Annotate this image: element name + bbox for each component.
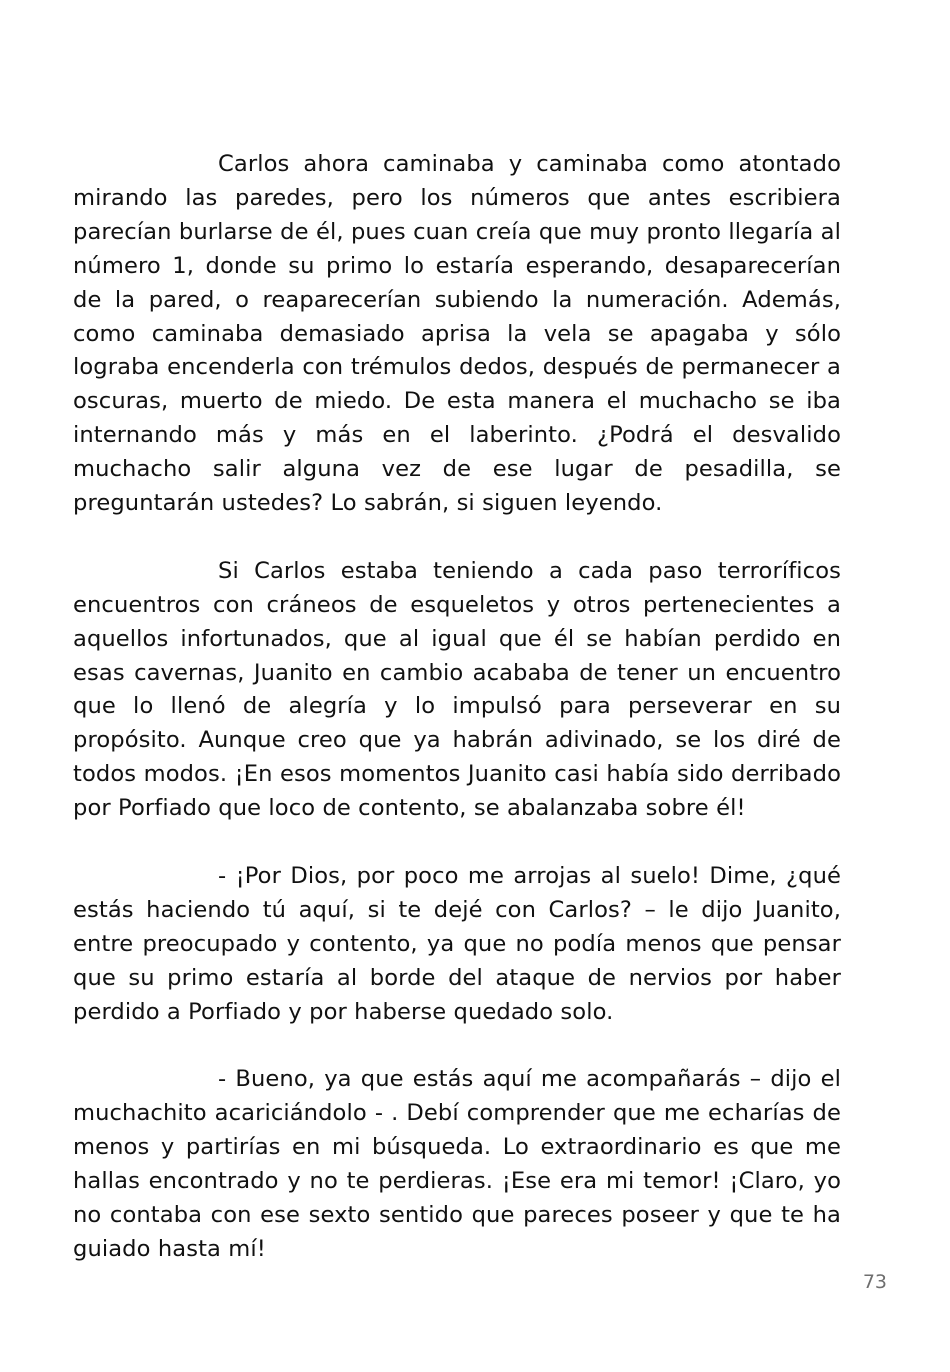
paragraph-gap [73,521,841,555]
paragraph-gap [73,826,841,860]
paragraph-1: Carlos ahora caminaba y caminaba como atontado mirando las paredes, pero los números que antes escribiera parecían burlarse de él, pues cuan creía que muy pronto llegaría al número 1, donde su primo lo estaría esperando, desaparecerían de la pared, o reaparecerían subiendo la numeración. Además, como caminaba demasiado aprisa la vela se apagaba y sólo lograba encenderla con trémulos dedos, después de permanecer a oscuras, muerto de miedo. De esta manera el muchacho se iba internando más y más en el laberinto. ¿Podrá el desvalido muchacho salir alguna vez de ese lugar de pesadilla, se preguntarán ustedes? Lo sabrán, si siguen leyendo. [73,151,841,517]
paragraph-gap [73,1030,841,1064]
page-number: 73 [862,1271,887,1293]
paragraph-2: Si Carlos estaba teniendo a cada paso terroríficos encuentros con cráneos de esqueletos y otros pertenecientes a aquellos infortunados, que al igual que él se habían perdido en esas cavernas, Juanito en cambio acababa de tener un encuentro que lo llenó de alegría y lo impulsó para perseverar en su propósito. Aunque creo que ya habrán adivinado, se los diré de todos modos. ¡En esos momentos Juanito casi había sido derribado por Porfiado que loco de contento, se abalanzaba sobre él! [73,557,841,822]
body-text [73,148,841,1267]
paragraph-3: - ¡Por Dios, por poco me arrojas al suelo! Dime, ¿qué estás haciendo tú aquí, si te dejé con Carlos? – le dijo Juanito, entre preocupado y contento, ya que no podía menos que pensar que su primo estaría al borde del ataque de nervios por haber perdido a Porfiado y por haberse quedado solo. [73,863,841,1025]
paragraph-4: - Bueno, ya que estás aquí me acompañarás – dijo el muchachito acariciándolo - . Debí comprender que me echarías de menos y partirías en mi búsqueda. Lo extraordinario es que me hallas encontrado y no te perdieras. ¡Ese era mi temor! ¡Claro, yo no contaba con ese sexto sentido que pareces poseer y que te ha guiado hasta mí! [73,1066,841,1262]
